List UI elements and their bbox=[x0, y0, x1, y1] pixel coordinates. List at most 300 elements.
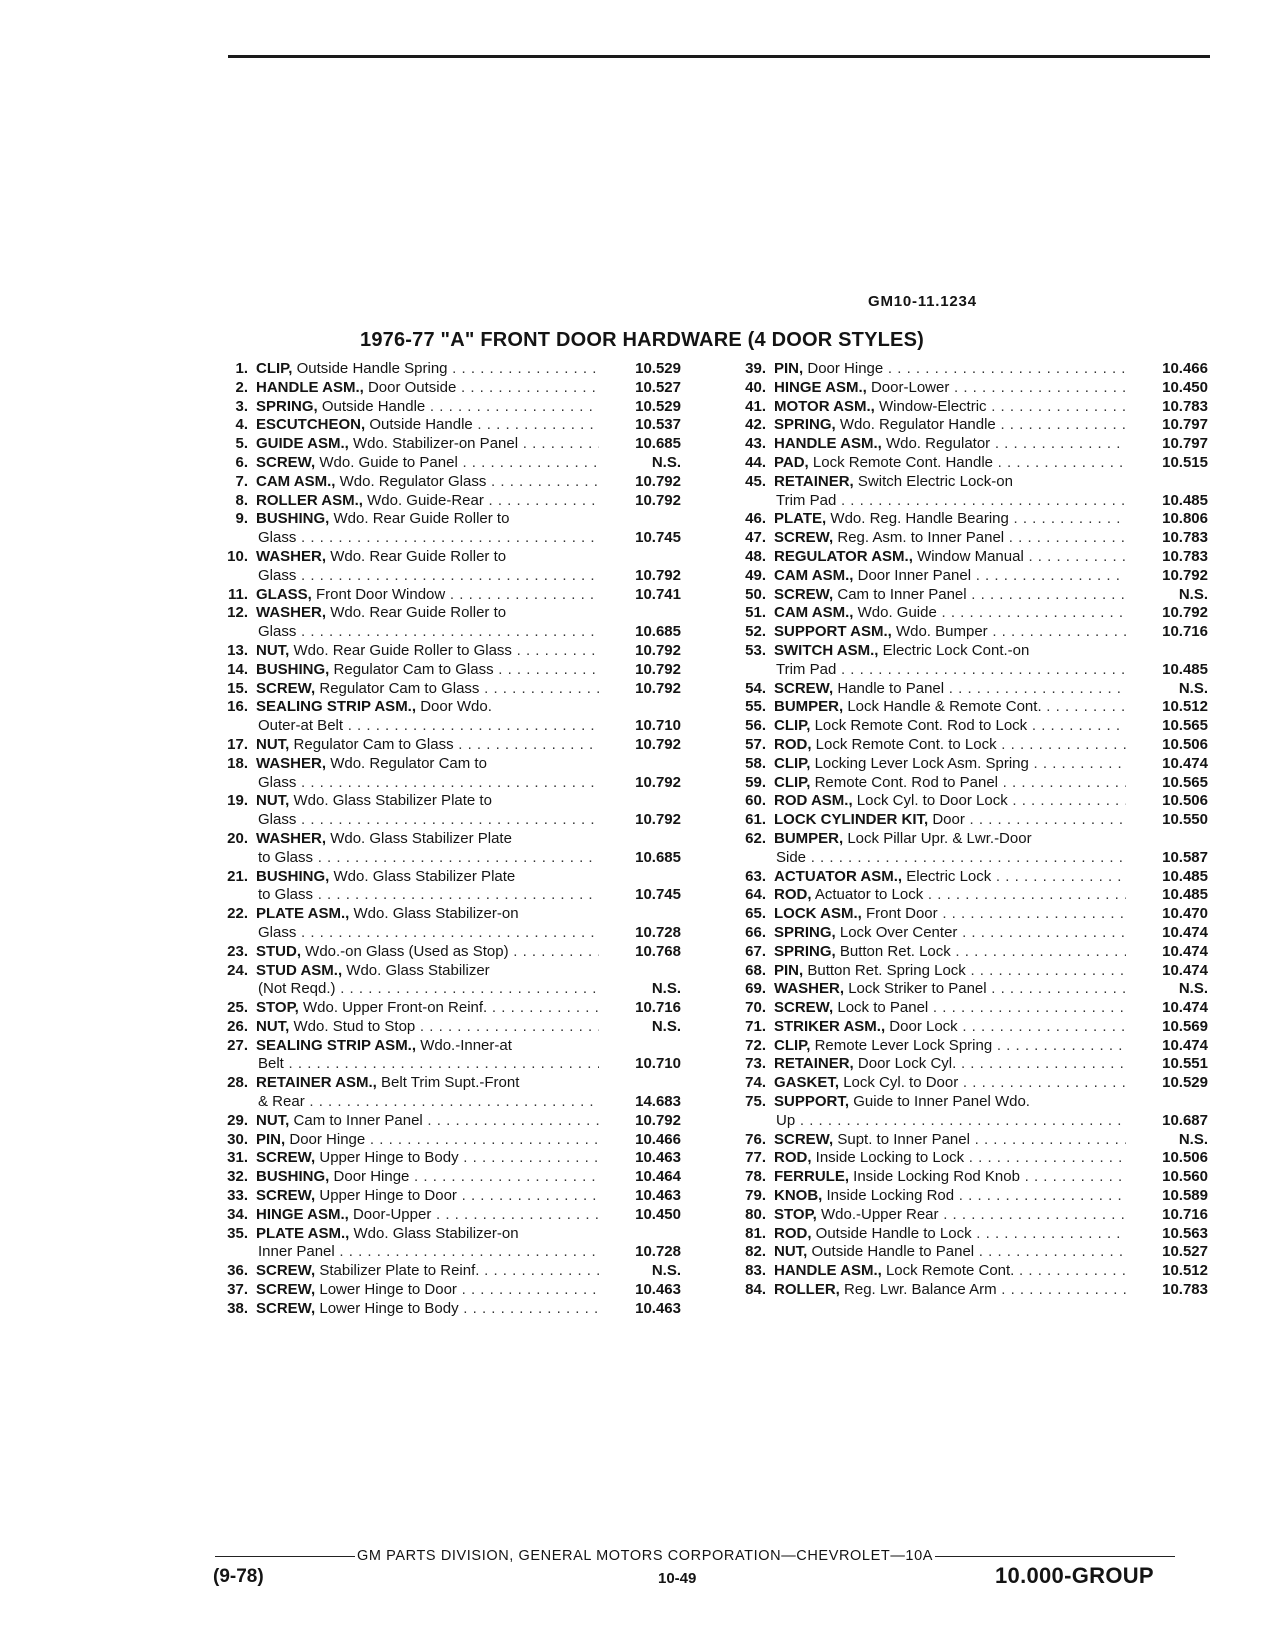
description-line bbox=[256, 379, 599, 398]
part-detail: Outside Handle . . . bbox=[322, 398, 599, 415]
part-detail: Door Outside . . . bbox=[368, 379, 599, 396]
part-description bbox=[256, 473, 599, 492]
part-detail: Lock Remote Cont. . . . bbox=[886, 1262, 1126, 1279]
part-entry bbox=[210, 792, 685, 830]
part-number: 78. bbox=[745, 1168, 766, 1186]
reference-value: 10.529 bbox=[1162, 1074, 1208, 1092]
part-number: 12. bbox=[227, 604, 248, 622]
part-name: SCREW, bbox=[774, 679, 834, 697]
reference-value: 10.792 bbox=[635, 660, 681, 678]
reference-value: 10.792 bbox=[635, 773, 681, 791]
part-name: LOCK CYLINDER KIT, bbox=[774, 811, 929, 829]
part-name: WASHER, bbox=[256, 547, 327, 565]
part-detail: Wdo. Glass Stabilizer Plate bbox=[333, 867, 516, 885]
description-line bbox=[774, 492, 1126, 511]
footer-page-number: 10-49 bbox=[658, 1570, 697, 1587]
parts-list-right bbox=[728, 360, 1212, 1300]
description-line bbox=[256, 1225, 599, 1244]
part-description bbox=[774, 1074, 1126, 1093]
part-name: ESCUTCHEON, bbox=[256, 416, 366, 434]
part-detail: Wdo.-on Glass (Used as Stop) . . . bbox=[305, 943, 599, 960]
part-name: NUT, bbox=[774, 1243, 808, 1261]
part-name: SPRING, bbox=[774, 923, 836, 941]
description-line bbox=[774, 1055, 1126, 1074]
part-entry bbox=[728, 454, 1212, 473]
part-description bbox=[774, 416, 1126, 435]
part-detail: Lock Cyl. to Door . . . bbox=[843, 1074, 1126, 1091]
part-number: 38. bbox=[227, 1299, 248, 1317]
part-entry bbox=[210, 379, 685, 398]
part-number: 84. bbox=[745, 1281, 766, 1299]
reference-value: 10.563 bbox=[1162, 1224, 1208, 1242]
reference-value: 10.710 bbox=[635, 717, 681, 735]
part-number: 43. bbox=[745, 435, 766, 453]
part-description bbox=[256, 755, 599, 793]
part-description bbox=[774, 868, 1126, 887]
description-line bbox=[774, 586, 1126, 605]
part-detail: Reg. Lwr. Balance Arm . . . bbox=[844, 1281, 1126, 1298]
part-detail: Door Hinge . . . bbox=[289, 1131, 599, 1148]
description-line bbox=[774, 1225, 1126, 1244]
part-number: 1. bbox=[235, 360, 248, 377]
part-detail: Wdo. Glass Stabilizer Plate to bbox=[293, 792, 492, 810]
part-description bbox=[774, 1187, 1126, 1206]
reference-value: 10.792 bbox=[635, 641, 681, 659]
description-line bbox=[774, 962, 1126, 981]
part-name: RETAINER, bbox=[774, 1055, 854, 1073]
description-line bbox=[256, 1206, 599, 1225]
part-name: RETAINER ASM., bbox=[256, 1074, 377, 1092]
part-entry bbox=[728, 924, 1212, 943]
part-entry bbox=[728, 680, 1212, 699]
part-detail: Locking Lever Lock Asm. Spring . . . bbox=[815, 755, 1126, 772]
part-number: 37. bbox=[227, 1281, 248, 1299]
part-detail-continued: to Glass . . . bbox=[258, 886, 599, 903]
part-description bbox=[256, 1300, 599, 1319]
part-name: SWITCH ASM., bbox=[774, 641, 879, 659]
description-line bbox=[256, 1131, 599, 1150]
part-name: STOP, bbox=[774, 1205, 817, 1223]
part-entry bbox=[728, 642, 1212, 680]
reference-value: 10.716 bbox=[1162, 623, 1208, 641]
description-line bbox=[256, 416, 599, 435]
part-name: NUT, bbox=[256, 641, 290, 659]
part-number: 42. bbox=[745, 416, 766, 434]
part-detail-continued: Glass . . . bbox=[258, 567, 599, 584]
part-number: 10. bbox=[227, 547, 248, 565]
part-entry bbox=[728, 379, 1212, 398]
part-number: 17. bbox=[227, 735, 248, 753]
reference-value: 10.792 bbox=[1162, 566, 1208, 584]
part-entry bbox=[728, 548, 1212, 567]
reference-value: 10.466 bbox=[635, 1130, 681, 1148]
part-number: 71. bbox=[745, 1017, 766, 1035]
part-detail: Cam to Inner Panel . . . bbox=[294, 1112, 599, 1129]
reference-value: 10.450 bbox=[1162, 378, 1208, 396]
description-line bbox=[774, 886, 1126, 905]
part-number: 46. bbox=[745, 510, 766, 528]
part-name: WASHER, bbox=[256, 754, 327, 772]
part-description bbox=[256, 1149, 599, 1168]
description-line bbox=[774, 416, 1126, 435]
part-detail: Lock Pillar Upr. & Lwr.-Door bbox=[847, 829, 1032, 847]
part-number: 2. bbox=[235, 378, 248, 396]
part-detail: Door Hinge . . . bbox=[807, 360, 1126, 377]
part-number: 36. bbox=[227, 1262, 248, 1280]
part-detail: Button Ret. Lock . . . bbox=[840, 943, 1126, 960]
description-line bbox=[774, 360, 1126, 379]
reference-value: 10.537 bbox=[635, 416, 681, 434]
part-number: 54. bbox=[745, 679, 766, 697]
part-name: GUIDE ASM., bbox=[256, 435, 349, 453]
part-detail: Upper Hinge to Door . . . bbox=[319, 1187, 599, 1204]
part-name: SCREW, bbox=[774, 529, 834, 547]
part-entry bbox=[728, 360, 1212, 379]
part-description bbox=[774, 1281, 1126, 1300]
description-line bbox=[256, 1243, 599, 1262]
part-description bbox=[256, 398, 599, 417]
part-name: REGULATOR ASM., bbox=[774, 547, 913, 565]
description-line bbox=[256, 886, 599, 905]
part-detail: Wdo. Bumper . . . bbox=[896, 623, 1126, 640]
description-line bbox=[256, 924, 599, 943]
part-entry bbox=[210, 360, 685, 379]
part-name: SCREW, bbox=[774, 1130, 834, 1148]
part-description bbox=[256, 586, 599, 605]
part-name: SUPPORT ASM., bbox=[774, 623, 892, 641]
part-entry bbox=[728, 792, 1212, 811]
reference-value: N.S. bbox=[1178, 1130, 1208, 1148]
part-description bbox=[774, 905, 1126, 924]
part-name: BUSHING, bbox=[256, 660, 330, 678]
top-rule bbox=[228, 55, 1210, 58]
part-description bbox=[774, 435, 1126, 454]
part-description bbox=[774, 529, 1126, 548]
description-line bbox=[256, 360, 599, 379]
part-detail-continued: Up . . . bbox=[776, 1112, 1126, 1129]
part-name: NUT, bbox=[256, 1111, 290, 1129]
reference-value: 10.527 bbox=[1162, 1243, 1208, 1261]
part-entry bbox=[210, 868, 685, 906]
part-entry bbox=[728, 868, 1212, 887]
reference-value: 10.565 bbox=[1162, 717, 1208, 735]
part-description bbox=[774, 736, 1126, 755]
part-detail-continued: Glass . . . bbox=[258, 529, 599, 546]
part-detail: Door Lock . . . bbox=[889, 1018, 1126, 1035]
part-name: NUT, bbox=[256, 1017, 290, 1035]
part-number: 4. bbox=[235, 416, 248, 434]
part-name: SCREW, bbox=[256, 1187, 316, 1205]
part-detail: Front Door Window . . . bbox=[316, 586, 599, 603]
description-line bbox=[774, 1168, 1126, 1187]
reference-value: 10.474 bbox=[1162, 999, 1208, 1017]
part-description bbox=[774, 999, 1126, 1018]
footer-publisher-line bbox=[215, 1548, 1175, 1564]
part-entry bbox=[210, 1225, 685, 1263]
part-detail: Window-Electric . . . bbox=[879, 398, 1126, 415]
part-name: ROD, bbox=[774, 1149, 812, 1167]
reference-value: 10.474 bbox=[1162, 754, 1208, 772]
part-detail: Upper Hinge to Body . . . bbox=[319, 1149, 599, 1166]
part-description bbox=[256, 492, 599, 511]
part-name: PLATE, bbox=[774, 510, 827, 528]
part-name: STOP, bbox=[256, 999, 299, 1017]
part-name: ROD ASM., bbox=[774, 792, 853, 810]
reference-value: N.S. bbox=[651, 1262, 681, 1280]
part-number: 25. bbox=[227, 999, 248, 1017]
part-name: STUD ASM., bbox=[256, 961, 343, 979]
part-entry bbox=[728, 1262, 1212, 1281]
part-entry bbox=[210, 1281, 685, 1300]
part-name: PIN, bbox=[774, 360, 804, 377]
part-number: 59. bbox=[745, 773, 766, 791]
description-line bbox=[256, 962, 599, 981]
part-detail: Outside Handle to Panel . . . bbox=[812, 1243, 1126, 1260]
part-detail-continued: Trim Pad . . . bbox=[776, 492, 1126, 509]
part-number: 81. bbox=[745, 1224, 766, 1242]
part-entry bbox=[210, 548, 685, 586]
part-detail: Lock Remote Cont. to Lock . . . bbox=[816, 736, 1126, 753]
description-line bbox=[774, 1093, 1126, 1112]
description-line bbox=[774, 980, 1126, 999]
part-detail: Electric Lock Cont.-on bbox=[882, 641, 1030, 659]
description-line bbox=[256, 830, 599, 849]
part-entry bbox=[728, 1018, 1212, 1037]
reference-value: N.S. bbox=[1178, 585, 1208, 603]
part-entry bbox=[728, 736, 1212, 755]
part-number: 63. bbox=[745, 867, 766, 885]
part-description bbox=[256, 905, 599, 943]
part-entry bbox=[728, 510, 1212, 529]
description-line bbox=[774, 548, 1126, 567]
part-description bbox=[774, 1262, 1126, 1281]
part-number: 61. bbox=[745, 811, 766, 829]
part-detail-continued: to Glass . . . bbox=[258, 849, 599, 866]
part-number: 14. bbox=[227, 660, 248, 678]
part-entry bbox=[728, 604, 1212, 623]
part-entry bbox=[210, 905, 685, 943]
description-line bbox=[256, 567, 599, 586]
description-line bbox=[774, 736, 1126, 755]
part-detail: Wdo. Rear Guide Roller to bbox=[333, 510, 510, 528]
part-detail: Wdo. Stabilizer-on Panel . . . bbox=[353, 435, 599, 452]
part-number: 68. bbox=[745, 961, 766, 979]
description-line bbox=[256, 1149, 599, 1168]
part-name: PIN, bbox=[774, 961, 804, 979]
part-description bbox=[256, 736, 599, 755]
description-line bbox=[256, 454, 599, 473]
description-line bbox=[774, 755, 1126, 774]
part-number: 57. bbox=[745, 735, 766, 753]
part-description bbox=[774, 924, 1126, 943]
part-description bbox=[256, 1037, 599, 1075]
part-number: 3. bbox=[235, 397, 248, 415]
description-line bbox=[256, 492, 599, 511]
description-line bbox=[256, 398, 599, 417]
description-line bbox=[256, 1037, 599, 1056]
part-entry bbox=[210, 510, 685, 548]
description-line bbox=[774, 1131, 1126, 1150]
reference-value: 10.745 bbox=[635, 886, 681, 904]
part-description bbox=[256, 1187, 599, 1206]
part-description bbox=[774, 1018, 1126, 1037]
part-description bbox=[774, 943, 1126, 962]
part-entry bbox=[728, 1093, 1212, 1131]
part-detail: Door-Upper . . . bbox=[353, 1206, 599, 1223]
part-name: CLIP, bbox=[774, 773, 811, 791]
part-name: STUD, bbox=[256, 942, 301, 960]
part-description bbox=[256, 1074, 599, 1112]
part-description bbox=[774, 774, 1126, 793]
reference-value: 10.797 bbox=[1162, 435, 1208, 453]
reference-value: 10.463 bbox=[635, 1281, 681, 1299]
description-line bbox=[256, 435, 599, 454]
part-description bbox=[256, 962, 599, 1000]
description-line bbox=[256, 473, 599, 492]
reference-value: 10.792 bbox=[635, 472, 681, 490]
part-entry bbox=[210, 1018, 685, 1037]
part-description bbox=[256, 360, 599, 379]
page-title: 1976-77 "A" FRONT DOOR HARDWARE (4 DOOR STYLES) bbox=[360, 329, 924, 351]
part-detail: Wdo. Glass Stabilizer-on bbox=[353, 1224, 519, 1242]
part-detail: Window Manual . . . bbox=[917, 548, 1126, 565]
part-number: 31. bbox=[227, 1149, 248, 1167]
part-number: 29. bbox=[227, 1111, 248, 1129]
part-entry bbox=[728, 999, 1212, 1018]
part-number: 39. bbox=[745, 360, 766, 377]
part-name: ROLLER ASM., bbox=[256, 491, 363, 509]
part-number: 69. bbox=[745, 980, 766, 998]
part-entry bbox=[728, 473, 1212, 511]
part-detail: Regulator Cam to Glass . . . bbox=[334, 661, 599, 678]
part-detail: Front Door . . . bbox=[866, 905, 1126, 922]
part-detail: Wdo. Glass Stabilizer Plate bbox=[330, 829, 512, 847]
part-detail: Wdo. Upper Front-on Reinf. . . . bbox=[303, 999, 599, 1016]
reference-value: 10.512 bbox=[1162, 698, 1208, 716]
part-entry bbox=[210, 492, 685, 511]
description-line bbox=[774, 567, 1126, 586]
description-line bbox=[774, 1112, 1126, 1131]
part-detail: Door . . . bbox=[932, 811, 1126, 828]
description-line bbox=[256, 999, 599, 1018]
part-number: 7. bbox=[235, 472, 248, 490]
description-line bbox=[256, 1168, 599, 1187]
footer-publisher: GM PARTS DIVISION, GENERAL MOTORS CORPORATION—CHEVROLET—10A bbox=[357, 1548, 934, 1564]
part-detail: Wdo. Glass Stabilizer bbox=[346, 961, 490, 979]
part-description bbox=[256, 698, 599, 736]
description-line bbox=[774, 604, 1126, 623]
reference-value: 10.569 bbox=[1162, 1017, 1208, 1035]
part-name: PAD, bbox=[774, 453, 809, 471]
part-name: WASHER, bbox=[774, 980, 845, 998]
part-detail-continued: Side . . . bbox=[776, 849, 1126, 866]
part-name: KNOB, bbox=[774, 1187, 823, 1205]
part-detail: Belt Trim Supt.-Front bbox=[381, 1074, 520, 1092]
part-entry bbox=[728, 943, 1212, 962]
reference-value: 10.485 bbox=[1162, 660, 1208, 678]
part-number: 24. bbox=[227, 961, 248, 979]
part-entry bbox=[210, 398, 685, 417]
part-entry bbox=[210, 1262, 685, 1281]
footer-date: (9-78) bbox=[213, 1566, 264, 1587]
part-name: STRIKER ASM., bbox=[774, 1017, 886, 1035]
part-number: 33. bbox=[227, 1187, 248, 1205]
part-detail: Lock Handle & Remote Cont. . . . bbox=[847, 698, 1126, 715]
part-description bbox=[256, 680, 599, 699]
part-description bbox=[256, 454, 599, 473]
part-description bbox=[774, 680, 1126, 699]
description-line bbox=[774, 999, 1126, 1018]
part-number: 22. bbox=[227, 905, 248, 923]
description-line bbox=[256, 774, 599, 793]
reference-value: 10.783 bbox=[1162, 1281, 1208, 1299]
part-number: 72. bbox=[745, 1036, 766, 1054]
description-line bbox=[256, 586, 599, 605]
description-line bbox=[774, 1187, 1126, 1206]
part-description bbox=[774, 398, 1126, 417]
part-detail: Lock Remote Cont. Rod to Lock . . . bbox=[815, 717, 1126, 734]
part-name: SPRING, bbox=[774, 942, 836, 960]
description-line bbox=[774, 1018, 1126, 1037]
part-number: 73. bbox=[745, 1055, 766, 1073]
part-name: MOTOR ASM., bbox=[774, 397, 875, 415]
description-line bbox=[256, 1262, 599, 1281]
description-line bbox=[256, 849, 599, 868]
part-entry bbox=[210, 435, 685, 454]
part-detail: Inside Locking Rod . . . bbox=[827, 1187, 1126, 1204]
reference-value: 10.792 bbox=[635, 811, 681, 829]
part-number: 56. bbox=[745, 717, 766, 735]
part-description bbox=[774, 360, 1126, 379]
part-detail: Inside Locking to Lock . . . bbox=[816, 1149, 1126, 1166]
part-entry bbox=[728, 1055, 1212, 1074]
reference-value: 10.685 bbox=[635, 848, 681, 866]
reference-value: 10.464 bbox=[635, 1168, 681, 1186]
part-detail: Outside Handle Spring . . . bbox=[297, 360, 599, 377]
description-line bbox=[774, 435, 1126, 454]
footer-rule-left bbox=[215, 1556, 355, 1557]
description-line bbox=[774, 473, 1126, 492]
part-description bbox=[256, 510, 599, 548]
reference-value: 10.474 bbox=[1162, 1036, 1208, 1054]
reference-value: 10.792 bbox=[1162, 604, 1208, 622]
part-description bbox=[256, 1225, 599, 1263]
part-number: 40. bbox=[745, 378, 766, 396]
reference-value: 10.474 bbox=[1162, 923, 1208, 941]
reference-value: 10.506 bbox=[1162, 1149, 1208, 1167]
part-description bbox=[256, 642, 599, 661]
part-name: CAM ASM., bbox=[256, 472, 336, 490]
part-number: 65. bbox=[745, 905, 766, 923]
part-number: 41. bbox=[745, 397, 766, 415]
part-detail-continued: Trim Pad . . . bbox=[776, 661, 1126, 678]
part-number: 44. bbox=[745, 453, 766, 471]
reference-value: 14.683 bbox=[635, 1093, 681, 1111]
part-entry bbox=[728, 1131, 1212, 1150]
description-line bbox=[774, 1037, 1126, 1056]
part-number: 30. bbox=[227, 1130, 248, 1148]
part-description bbox=[774, 717, 1126, 736]
description-line bbox=[256, 868, 599, 887]
part-description bbox=[774, 962, 1126, 981]
reference-value: 10.474 bbox=[1162, 942, 1208, 960]
part-description bbox=[774, 379, 1126, 398]
part-detail: Outside Handle to Lock . . . bbox=[816, 1225, 1126, 1242]
description-line bbox=[256, 1281, 599, 1300]
part-name: PIN, bbox=[256, 1130, 286, 1148]
reference-value: 10.728 bbox=[635, 923, 681, 941]
reference-value: 10.466 bbox=[1162, 360, 1208, 377]
